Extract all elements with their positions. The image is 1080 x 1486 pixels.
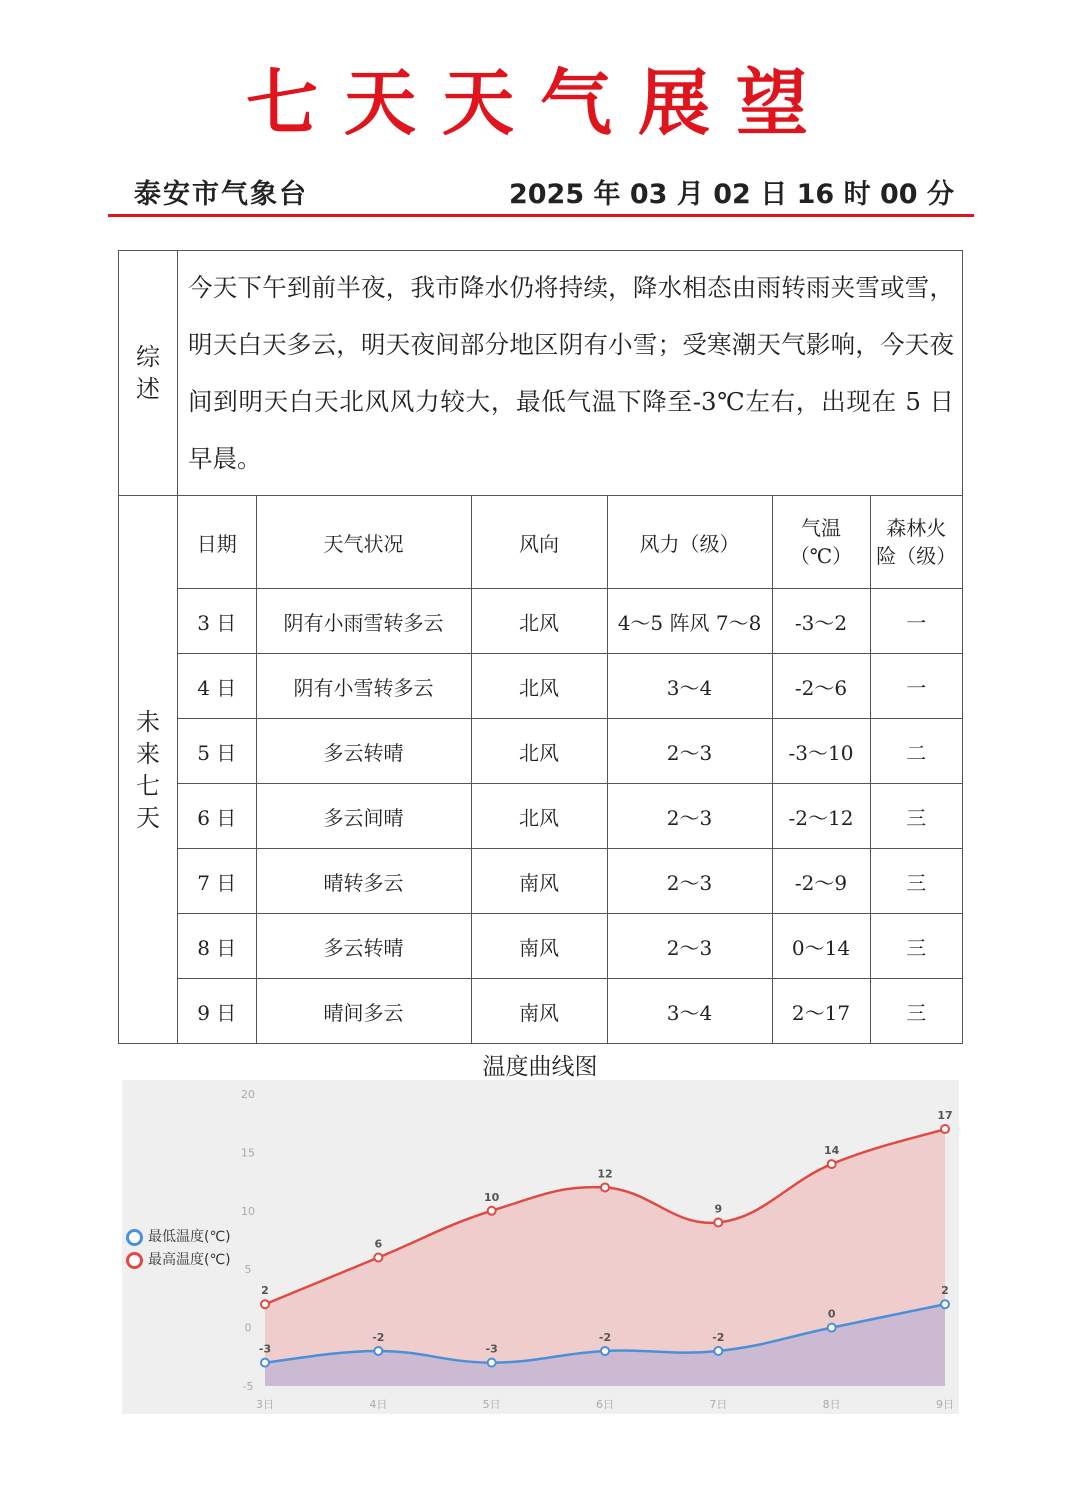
row-fire-risk: 三 xyxy=(870,849,962,914)
header-divider xyxy=(108,214,974,217)
summary-text: 今天下午到前半夜，我市降水仍将持续，降水相态由雨转雨夹雪或雪，明天白天多云，明天夜间部分地区阴有小雪；受寒潮天气影响，今天夜间到明天白天北风风力较大，最低气温下降至-3℃左右，出现在 5 日早晨。 xyxy=(178,251,963,496)
header-wind-force: 风力（级） xyxy=(607,496,772,589)
page-title: 七天天气展望 xyxy=(245,61,834,145)
row-temperature: 2～17 xyxy=(772,979,870,1044)
y-tick-label: 10 xyxy=(241,1204,255,1218)
forecast-row xyxy=(178,979,962,1044)
header-fire-risk: 森林火 险（级） xyxy=(870,496,962,589)
row-wind-direction: 北风 xyxy=(471,654,607,719)
row-weather: 多云间晴 xyxy=(256,784,471,849)
x-tick-label: 9日 xyxy=(936,1398,954,1411)
legend-item-max xyxy=(126,1249,231,1272)
min-temp-point xyxy=(261,1359,269,1367)
row-temperature: 0～14 xyxy=(772,914,870,979)
max-temp-label: 14 xyxy=(824,1144,840,1158)
y-tick-label: 15 xyxy=(241,1146,255,1160)
min-temp-label: -2 xyxy=(712,1330,725,1344)
forecast-row xyxy=(178,654,962,719)
row-wind-force: 2～3 xyxy=(607,849,772,914)
x-tick-label: 6日 xyxy=(596,1398,614,1411)
max-temp-label: 6 xyxy=(374,1237,383,1251)
row-fire-risk: 一 xyxy=(870,654,962,719)
row-fire-risk: 三 xyxy=(870,914,962,979)
summary-row xyxy=(119,251,963,496)
row-temperature: -3～10 xyxy=(772,719,870,784)
y-tick-label: 20 xyxy=(241,1088,255,1101)
row-wind-force: 2～3 xyxy=(607,784,772,849)
y-tick-label: 0 xyxy=(244,1321,252,1335)
row-date: 9 日 xyxy=(178,979,256,1044)
forecast-row xyxy=(178,784,962,849)
max-temp-label: 17 xyxy=(937,1109,953,1123)
max-temp-point xyxy=(488,1207,496,1215)
chart-title: 温度曲线图 xyxy=(482,1054,598,1080)
row-weather: 多云转晴 xyxy=(256,914,471,979)
forecast-row xyxy=(178,719,962,784)
max-temp-label: 2 xyxy=(261,1284,269,1298)
legend-max-marker xyxy=(126,1252,143,1269)
header-date: 日期 xyxy=(178,496,256,589)
y-tick-label: 5 xyxy=(244,1263,252,1277)
min-temp-label: -2 xyxy=(598,1330,612,1344)
min-temp-label: 0 xyxy=(827,1307,836,1321)
x-tick-label: 3日 xyxy=(256,1398,274,1411)
max-temp-point xyxy=(261,1300,269,1308)
forecast-section xyxy=(119,496,963,1044)
row-wind-force: 4～5 阵风 7～8 xyxy=(607,589,772,654)
min-temp-label: 2 xyxy=(941,1284,949,1298)
forecast-cell xyxy=(178,496,963,1044)
legend-min-marker xyxy=(126,1229,143,1246)
x-tick-label: 5日 xyxy=(482,1398,501,1411)
legend-max-label: 最高温度(℃) xyxy=(148,1252,231,1268)
row-fire-risk: 三 xyxy=(870,784,962,849)
row-wind-direction: 北风 xyxy=(471,719,607,784)
max-temp-point xyxy=(374,1254,382,1262)
row-date: 3 日 xyxy=(178,589,256,654)
row-wind-force: 3～4 xyxy=(607,979,772,1044)
row-temperature: -3～2 xyxy=(772,589,870,654)
header-weather: 天气状况 xyxy=(256,496,471,589)
row-wind-direction: 南风 xyxy=(471,849,607,914)
forecast-label-text: 未 来 七 天 xyxy=(136,707,160,832)
row-weather: 阴有小雨雪转多云 xyxy=(256,589,471,654)
row-temperature: -2～6 xyxy=(772,654,870,719)
temperature-chart xyxy=(122,1080,959,1414)
row-wind-direction: 南风 xyxy=(471,979,607,1044)
min-temp-label: -2 xyxy=(372,1330,385,1344)
min-temp-label: -3 xyxy=(485,1342,498,1356)
row-wind-force: 2～3 xyxy=(607,719,772,784)
row-weather: 多云转晴 xyxy=(256,719,471,784)
header-temperature: 气温 （℃） xyxy=(772,496,870,589)
max-temp-label: 12 xyxy=(597,1167,613,1181)
legend-min-label: 最低温度(℃) xyxy=(148,1229,231,1245)
forecast-row xyxy=(178,589,962,654)
min-temp-point xyxy=(714,1347,722,1355)
x-tick-label: 8日 xyxy=(822,1398,841,1411)
forecast-label xyxy=(119,496,178,1044)
row-wind-force: 2～3 xyxy=(607,914,772,979)
row-weather: 晴转多云 xyxy=(256,849,471,914)
min-temp-point xyxy=(941,1300,949,1308)
row-fire-risk: 二 xyxy=(870,719,962,784)
row-wind-direction: 南风 xyxy=(471,914,607,979)
x-tick-label: 7日 xyxy=(709,1398,728,1411)
max-temp-point xyxy=(714,1218,722,1226)
min-temp-point xyxy=(828,1324,836,1332)
summary-label-text: 综 述 xyxy=(136,343,160,403)
y-tick-label: -5 xyxy=(242,1380,254,1393)
row-date: 7 日 xyxy=(178,849,256,914)
forecast-header-row xyxy=(178,496,962,589)
issuer: 泰安市气象台 xyxy=(134,179,308,210)
row-wind-direction: 北风 xyxy=(471,784,607,849)
max-temp-point xyxy=(828,1160,836,1168)
forecast-table xyxy=(118,250,963,1044)
forecast-row xyxy=(178,914,962,979)
header-wind-direction: 风向 xyxy=(471,496,607,589)
row-weather: 晴间多云 xyxy=(256,979,471,1044)
row-temperature: -2～9 xyxy=(772,849,870,914)
max-temp-point xyxy=(601,1183,609,1191)
row-fire-risk: 三 xyxy=(870,979,962,1044)
summary-label xyxy=(119,251,178,496)
forecast-grid xyxy=(178,496,962,1043)
max-temp-point xyxy=(941,1125,949,1133)
row-wind-direction: 北风 xyxy=(471,589,607,654)
row-fire-risk: 一 xyxy=(870,589,962,654)
min-temp-label: -3 xyxy=(258,1342,272,1356)
row-date: 8 日 xyxy=(178,914,256,979)
max-temp-label: 10 xyxy=(484,1190,500,1204)
row-temperature: -2～12 xyxy=(772,784,870,849)
max-temp-label: 9 xyxy=(714,1202,723,1216)
issue-datetime: 2025 年 03 月 02 日 16 时 00 分 xyxy=(508,179,954,210)
min-temp-point xyxy=(601,1347,609,1355)
row-wind-force: 3～4 xyxy=(607,654,772,719)
min-temp-point xyxy=(488,1359,496,1367)
row-date: 4 日 xyxy=(178,654,256,719)
row-weather: 阴有小雪转多云 xyxy=(256,654,471,719)
min-temp-point xyxy=(374,1347,382,1355)
row-date: 5 日 xyxy=(178,719,256,784)
legend-item-min xyxy=(126,1226,231,1249)
temperature-chart-svg xyxy=(122,1080,959,1414)
chart-legend xyxy=(126,1226,231,1272)
x-tick-label: 4日 xyxy=(369,1398,388,1411)
forecast-row xyxy=(178,849,962,914)
row-date: 6 日 xyxy=(178,784,256,849)
